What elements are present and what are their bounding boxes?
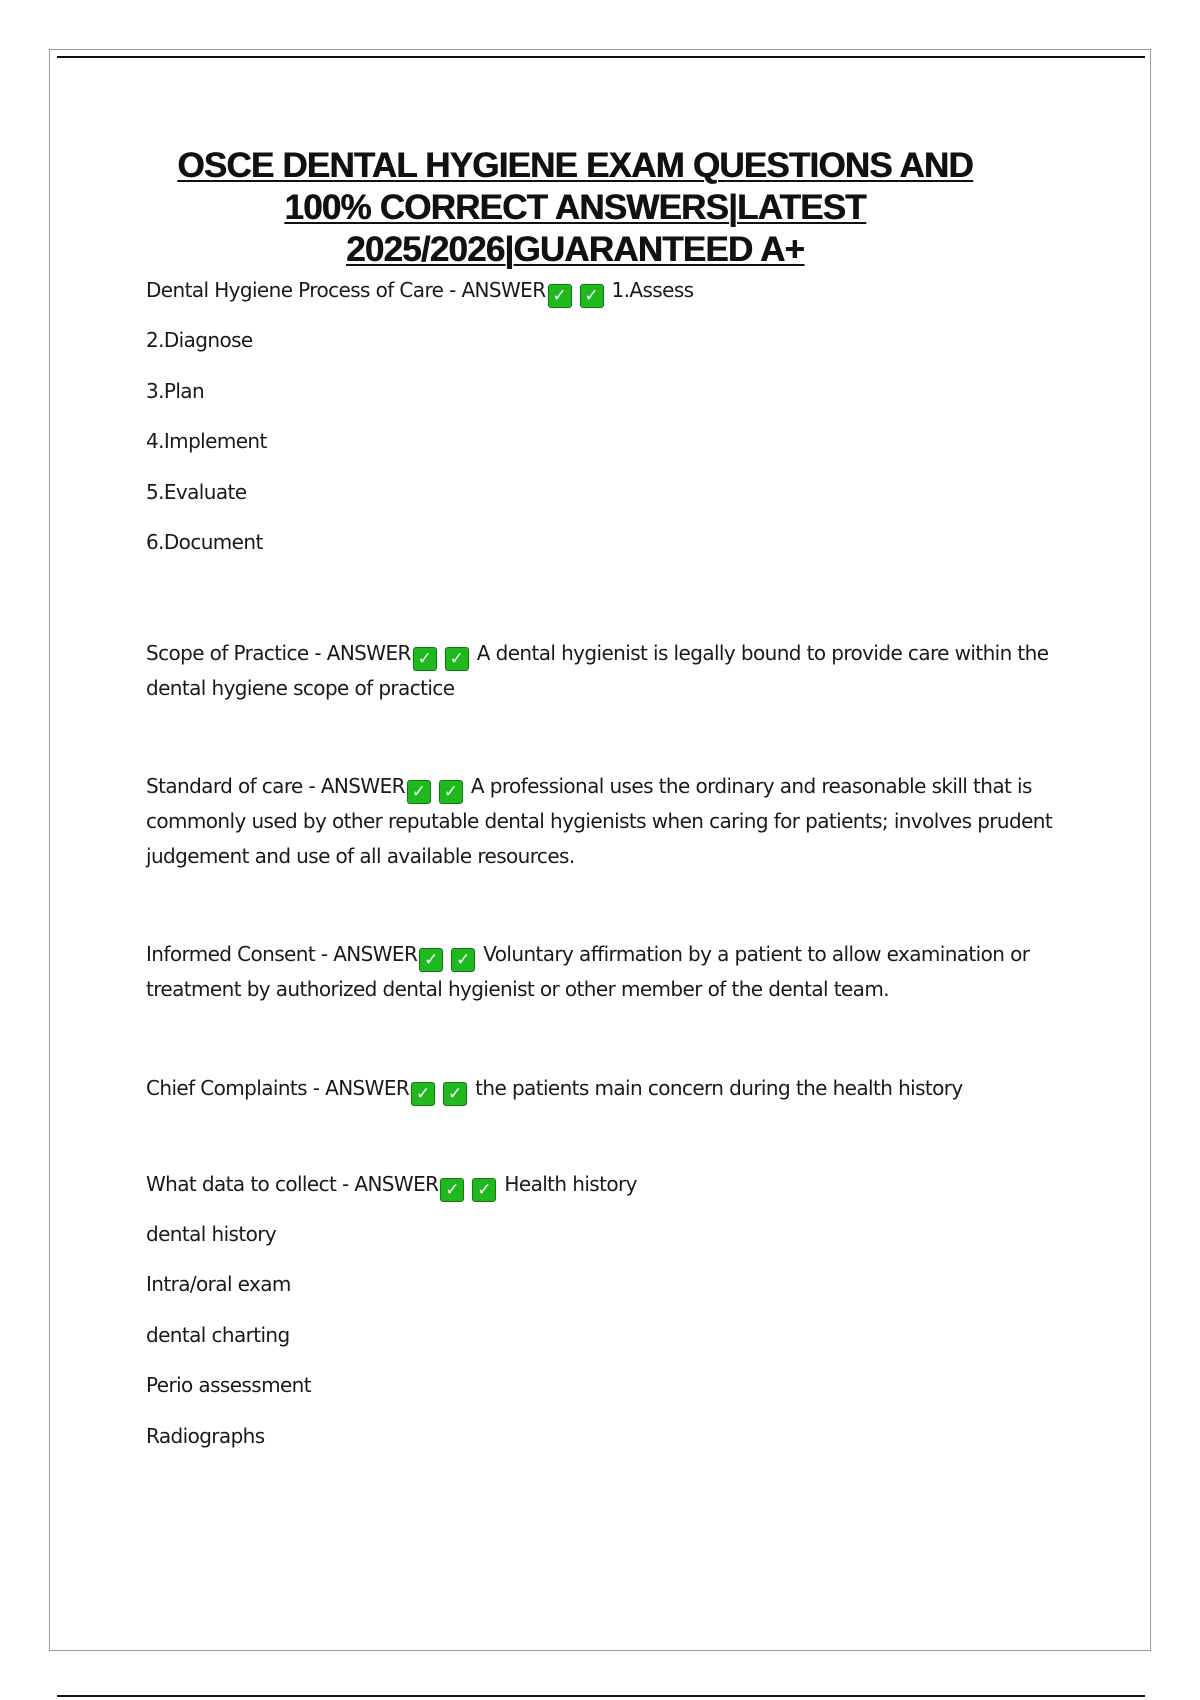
qa-content xyxy=(146,276,1076,1472)
qa-item-process-of-care xyxy=(146,276,1076,310)
title-line-3: 2025/2026|GUARANTEED A+ xyxy=(346,230,804,269)
term-text: Dental Hygiene Process of Care - ANSWER xyxy=(146,278,546,302)
header-rule xyxy=(57,56,1145,58)
green-checkmark-box-icon: ✓ xyxy=(411,1082,435,1106)
list-item: dental charting xyxy=(146,1322,290,1347)
green-checkmark-box-icon: ✓ xyxy=(439,780,463,804)
term-text: Scope of Practice - ANSWER xyxy=(146,640,411,665)
green-checkmark-box-icon: ✓ xyxy=(445,647,469,671)
answer-text: A professional uses the ordinary and reasonable skill that is commonly used by other reputable dental hygienists when caring for patients; involves prudent judgement and use of all available resources. xyxy=(146,774,1053,868)
list-item: Perio assessment xyxy=(146,1373,311,1397)
green-checkmark-box-icon: ✓ xyxy=(443,1082,467,1106)
term-text: Chief Complaints - ANSWER xyxy=(146,1075,410,1100)
list-item: 4.Implement xyxy=(146,429,267,453)
title-line-1: OSCE DENTAL HYGIENE EXAM QUESTIONS AND xyxy=(177,146,973,185)
qa-item-standard-of-care xyxy=(146,769,1076,873)
answer-text: Health history xyxy=(504,1171,637,1196)
green-checkmark-box-icon: ✓ xyxy=(580,284,604,308)
green-checkmark-box-icon: ✓ xyxy=(451,948,475,972)
answer-text: the patients main concern during the health history xyxy=(475,1075,963,1100)
green-checkmark-box-icon: ✓ xyxy=(472,1178,496,1202)
list-item: Radiographs xyxy=(146,1423,265,1448)
term-text: Informed Consent - ANSWER xyxy=(146,942,418,966)
list-item: 2.Diagnose xyxy=(146,328,253,352)
green-checkmark-box-icon: ✓ xyxy=(413,647,437,671)
term-text: Standard of care - ANSWER xyxy=(146,774,405,798)
answer-text: A dental hygienist is legally bound to provide care within the dental hygiene scope of practice xyxy=(146,640,1049,700)
qa-item-chief-complaints xyxy=(146,1071,1076,1106)
green-checkmark-box-icon: ✓ xyxy=(407,780,431,804)
list-item: Intra/oral exam xyxy=(146,1272,291,1296)
document-title xyxy=(120,145,1030,271)
green-checkmark-box-icon: ✓ xyxy=(548,284,572,308)
title-line-2: 100% CORRECT ANSWERS|LATEST xyxy=(284,188,866,227)
answer-text: 1.Assess xyxy=(611,278,694,302)
list-item: 3.Plan xyxy=(146,378,205,403)
qa-item-informed-consent xyxy=(146,937,1076,1007)
green-checkmark-box-icon: ✓ xyxy=(419,948,443,972)
list-item: dental history xyxy=(146,1221,277,1246)
list-item: 5.Evaluate xyxy=(146,479,247,504)
answer-text: Voluntary affirmation by a patient to allow examination or treatment by authorized dental hygienist or other member of the dental team. xyxy=(146,942,1030,1001)
footer-rule xyxy=(57,1695,1145,1697)
qa-item-data-to-collect xyxy=(146,1170,1076,1204)
list-item: 6.Document xyxy=(146,530,263,554)
green-checkmark-box-icon: ✓ xyxy=(440,1178,464,1202)
qa-item-scope-of-practice xyxy=(146,636,1076,706)
term-text: What data to collect - ANSWER xyxy=(146,1171,439,1196)
